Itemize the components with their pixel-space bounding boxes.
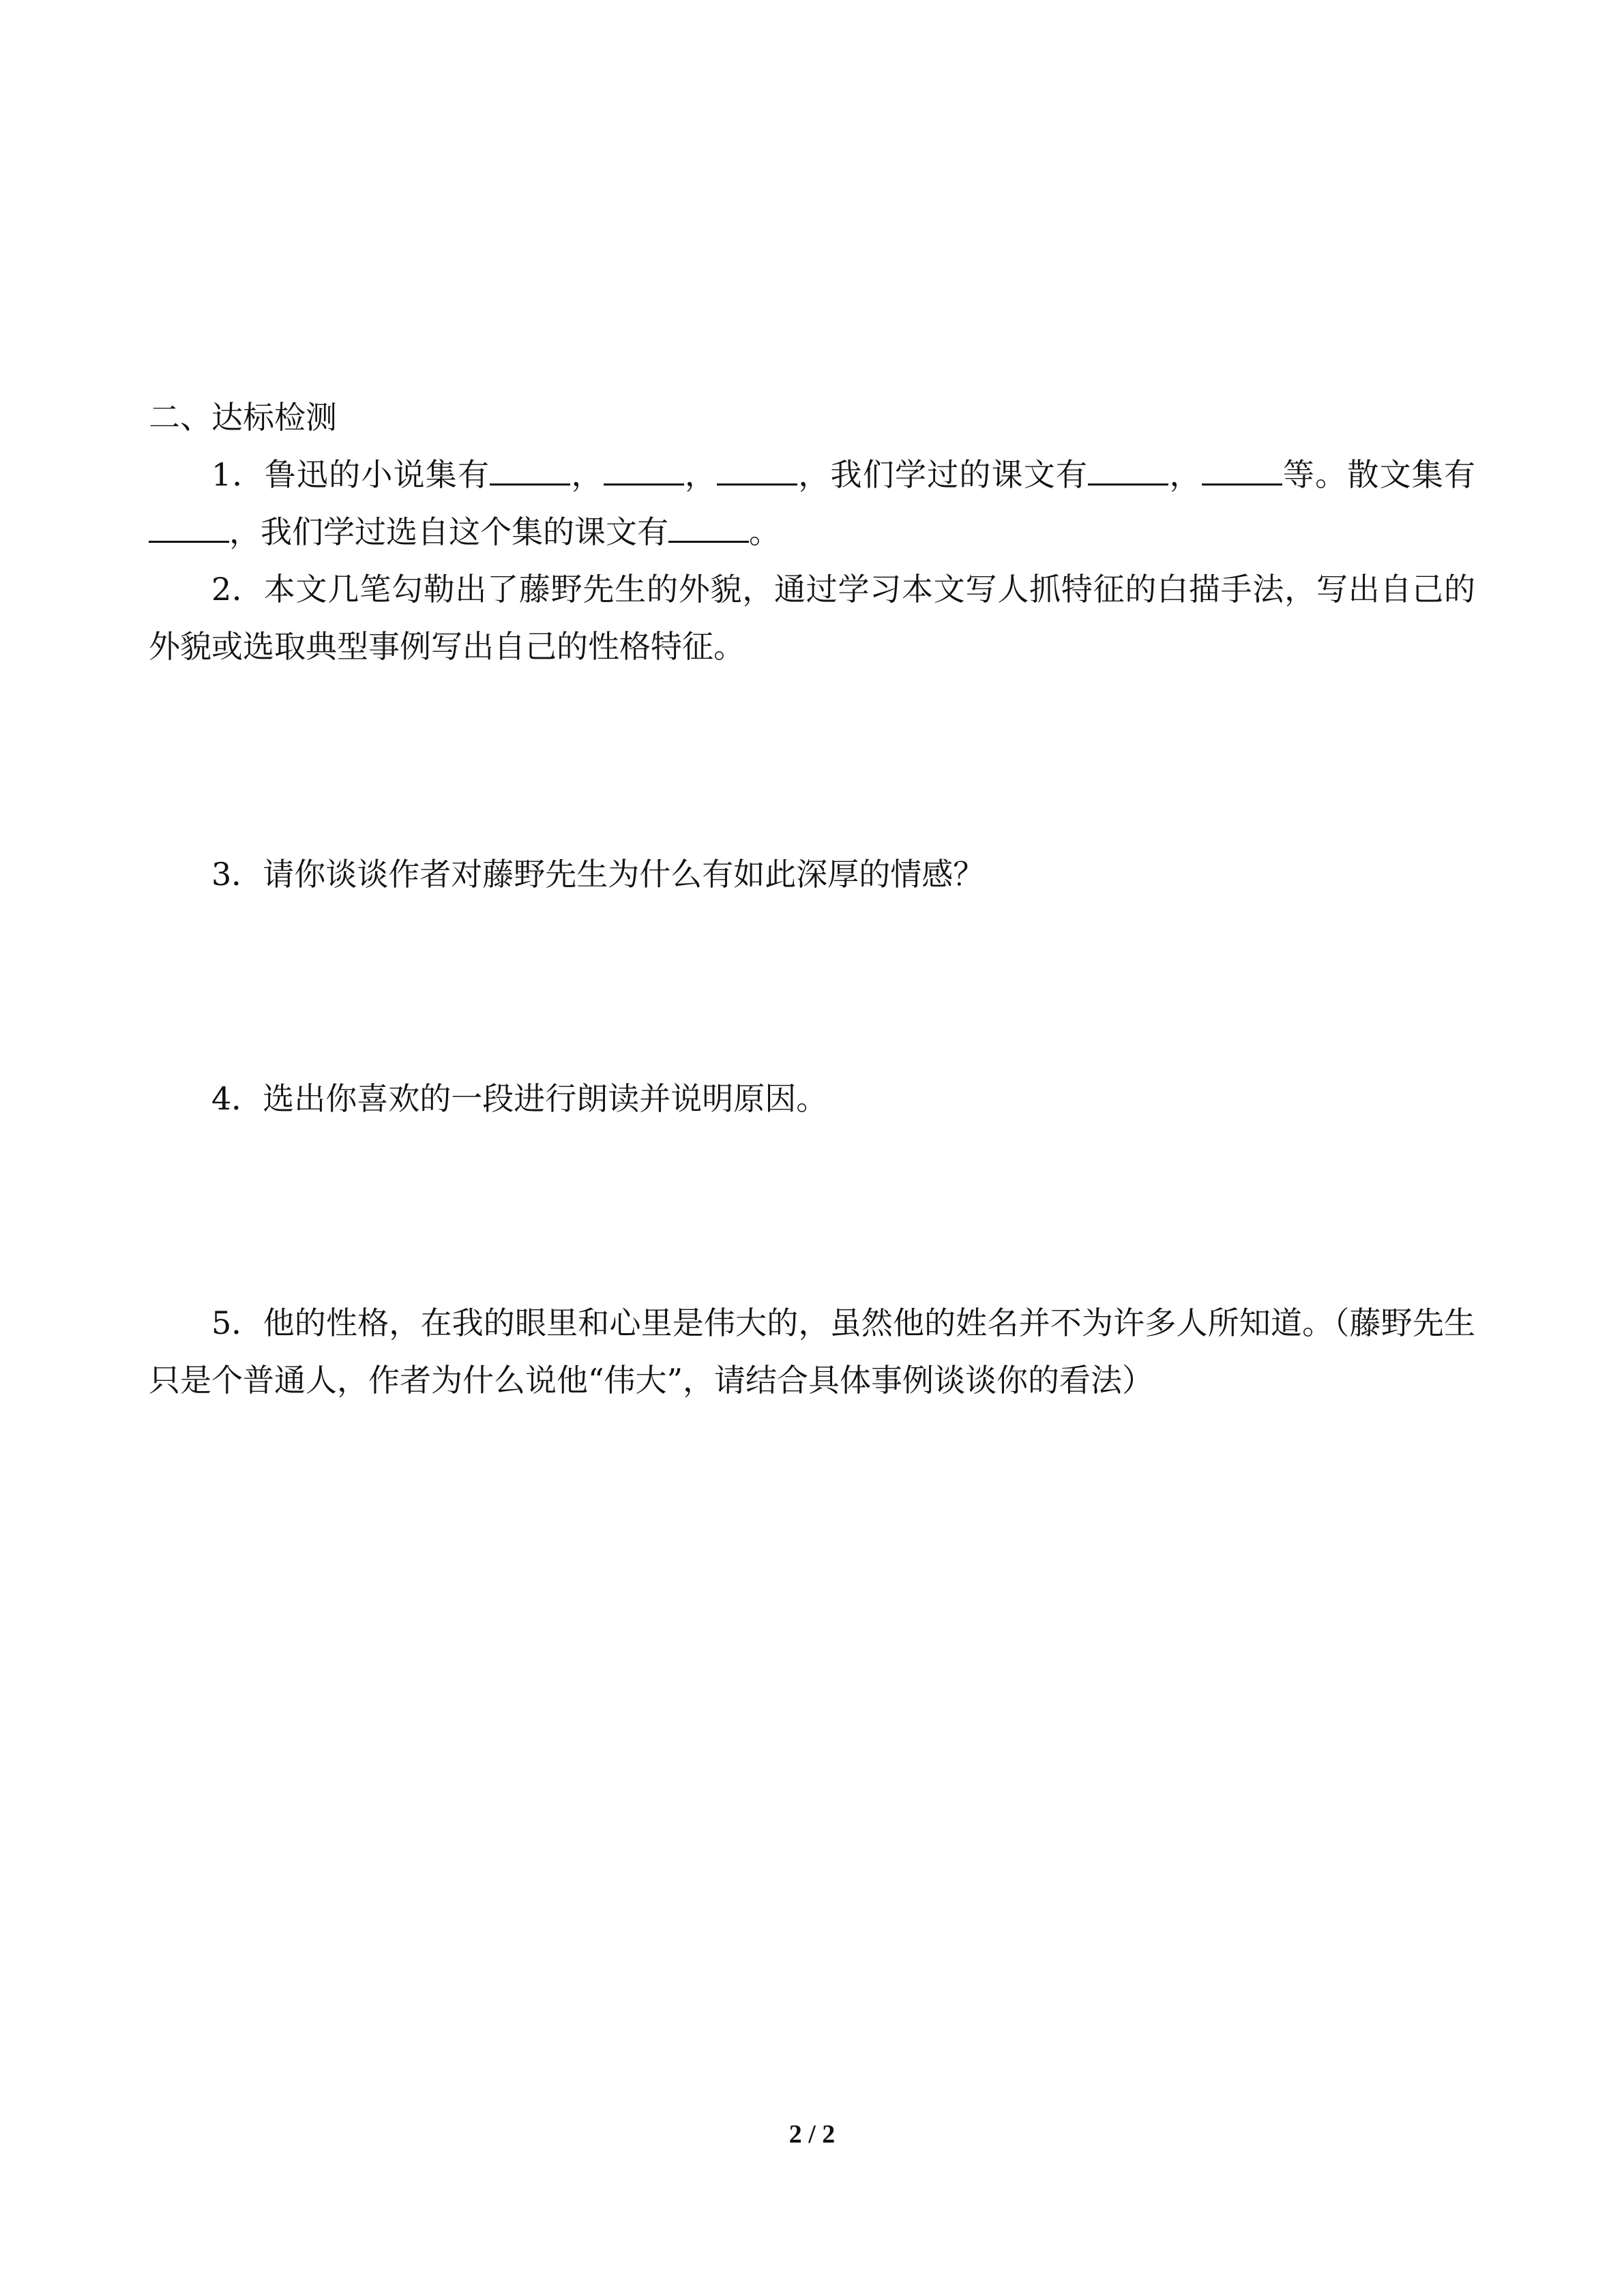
question-1-number: 1． (211, 456, 265, 493)
question-5-number: 5． (211, 1304, 263, 1341)
question-1-text-d: ，我们学过选自这个集的课文有 (229, 513, 668, 550)
answer-blank[interactable] (149, 511, 229, 543)
question-3-number: 3． (211, 856, 263, 893)
question-3 (149, 846, 1475, 903)
question-1-text-b: ，我们学过的课文有 (797, 456, 1089, 493)
question-1-text-c: 等。散文集有 (1282, 456, 1476, 493)
question-5 (149, 1294, 1475, 1409)
question-2-number: 2． (211, 571, 264, 608)
question-4-text: 选出你喜欢的一段进行朗读并说明原因。 (263, 1080, 828, 1117)
answer-blank[interactable] (668, 511, 749, 543)
question-1-text-a: 鲁迅的小说集有 (264, 456, 490, 493)
answer-space-3[interactable] (149, 903, 1475, 1070)
answer-blank[interactable] (490, 453, 570, 486)
answer-space-2[interactable] (149, 675, 1475, 846)
answer-space-4[interactable] (149, 1127, 1475, 1294)
answer-blank[interactable] (604, 453, 684, 486)
question-4-number: 4． (211, 1080, 263, 1117)
worksheet-body (149, 389, 1475, 1409)
section-title: 二、达标检测 (149, 399, 337, 436)
question-1-sep-1: ， (570, 456, 604, 493)
question-2-text: 本文几笔勾勒出了藤野先生的外貌，通过学习本文写人抓特征的白描手法，写出自己的外貌或选取典型事例写出自己的性格特征。 (149, 571, 1475, 665)
page-number: 2 / 2 (788, 2120, 836, 2149)
question-4 (149, 1070, 1475, 1127)
answer-blank[interactable] (1088, 453, 1168, 486)
question-1-end: 。 (749, 513, 780, 550)
answer-blank[interactable] (1202, 453, 1282, 486)
question-3-text: 请你谈谈作者对藤野先生为什么有如此深厚的情感？ (263, 856, 985, 893)
answer-blank[interactable] (717, 453, 797, 486)
question-2 (149, 561, 1475, 675)
question-1 (149, 446, 1475, 561)
question-1-sep-2: ， (683, 456, 718, 493)
question-5-text: 他的性格，在我的眼里和心里是伟大的，虽然他的姓名并不为许多人所知道。（藤野先生只是个普通人，作者为什么说他“伟大”，请结合具体事例谈谈你的看法） (149, 1304, 1475, 1399)
question-1-sep-3: ， (1168, 456, 1202, 493)
